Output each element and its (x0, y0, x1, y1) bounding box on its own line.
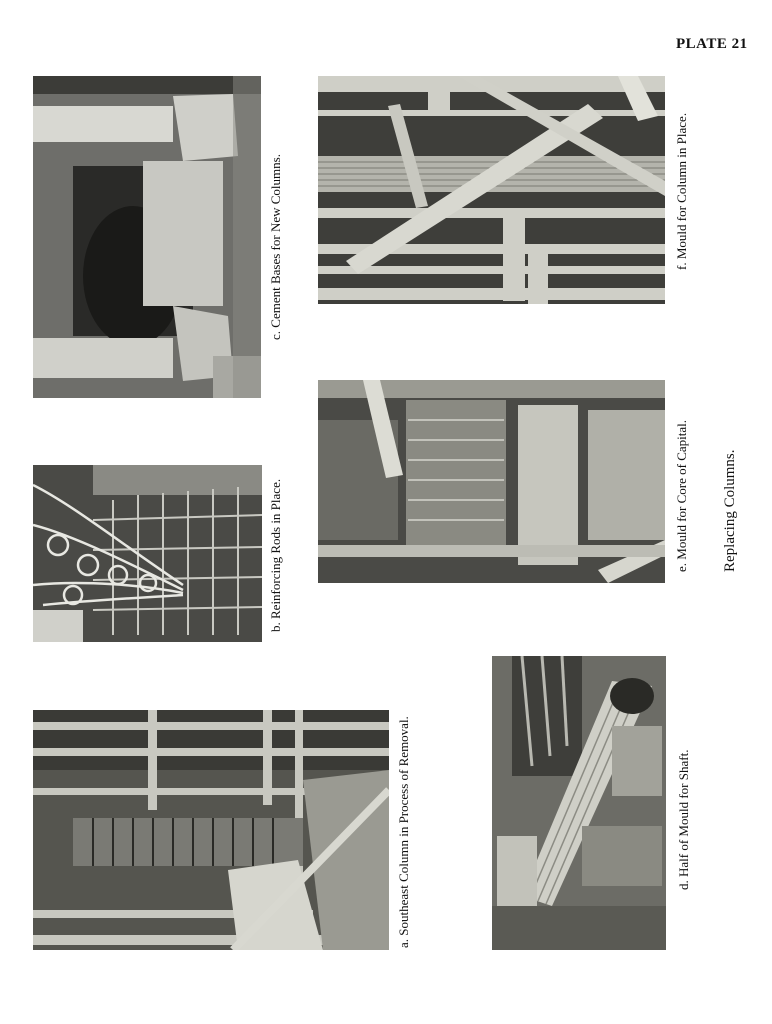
photo-southeast-column (33, 710, 389, 950)
caption-c: c. Cement Bases for New Columns. (268, 154, 283, 340)
photo-shaft-mould (492, 656, 666, 950)
caption-e: e. Mould for Core of Capital. (674, 420, 689, 572)
caption-d: d. Half of Mould for Shaft. (676, 749, 691, 890)
plate-number: PLATE 21 (676, 36, 748, 52)
caption-a: a. Southeast Column in Process of Removal. (396, 716, 411, 948)
plate-title: Replacing Columns. (722, 449, 738, 572)
photo-capital-mould (318, 380, 665, 583)
photo-column-mould (318, 76, 665, 304)
caption-f: f. Mould for Column in Place. (674, 112, 689, 270)
photo-reinforcing-rods (33, 465, 262, 642)
caption-b: b. Reinforcing Rods in Place. (268, 478, 283, 632)
photo-cement-bases (33, 76, 261, 398)
